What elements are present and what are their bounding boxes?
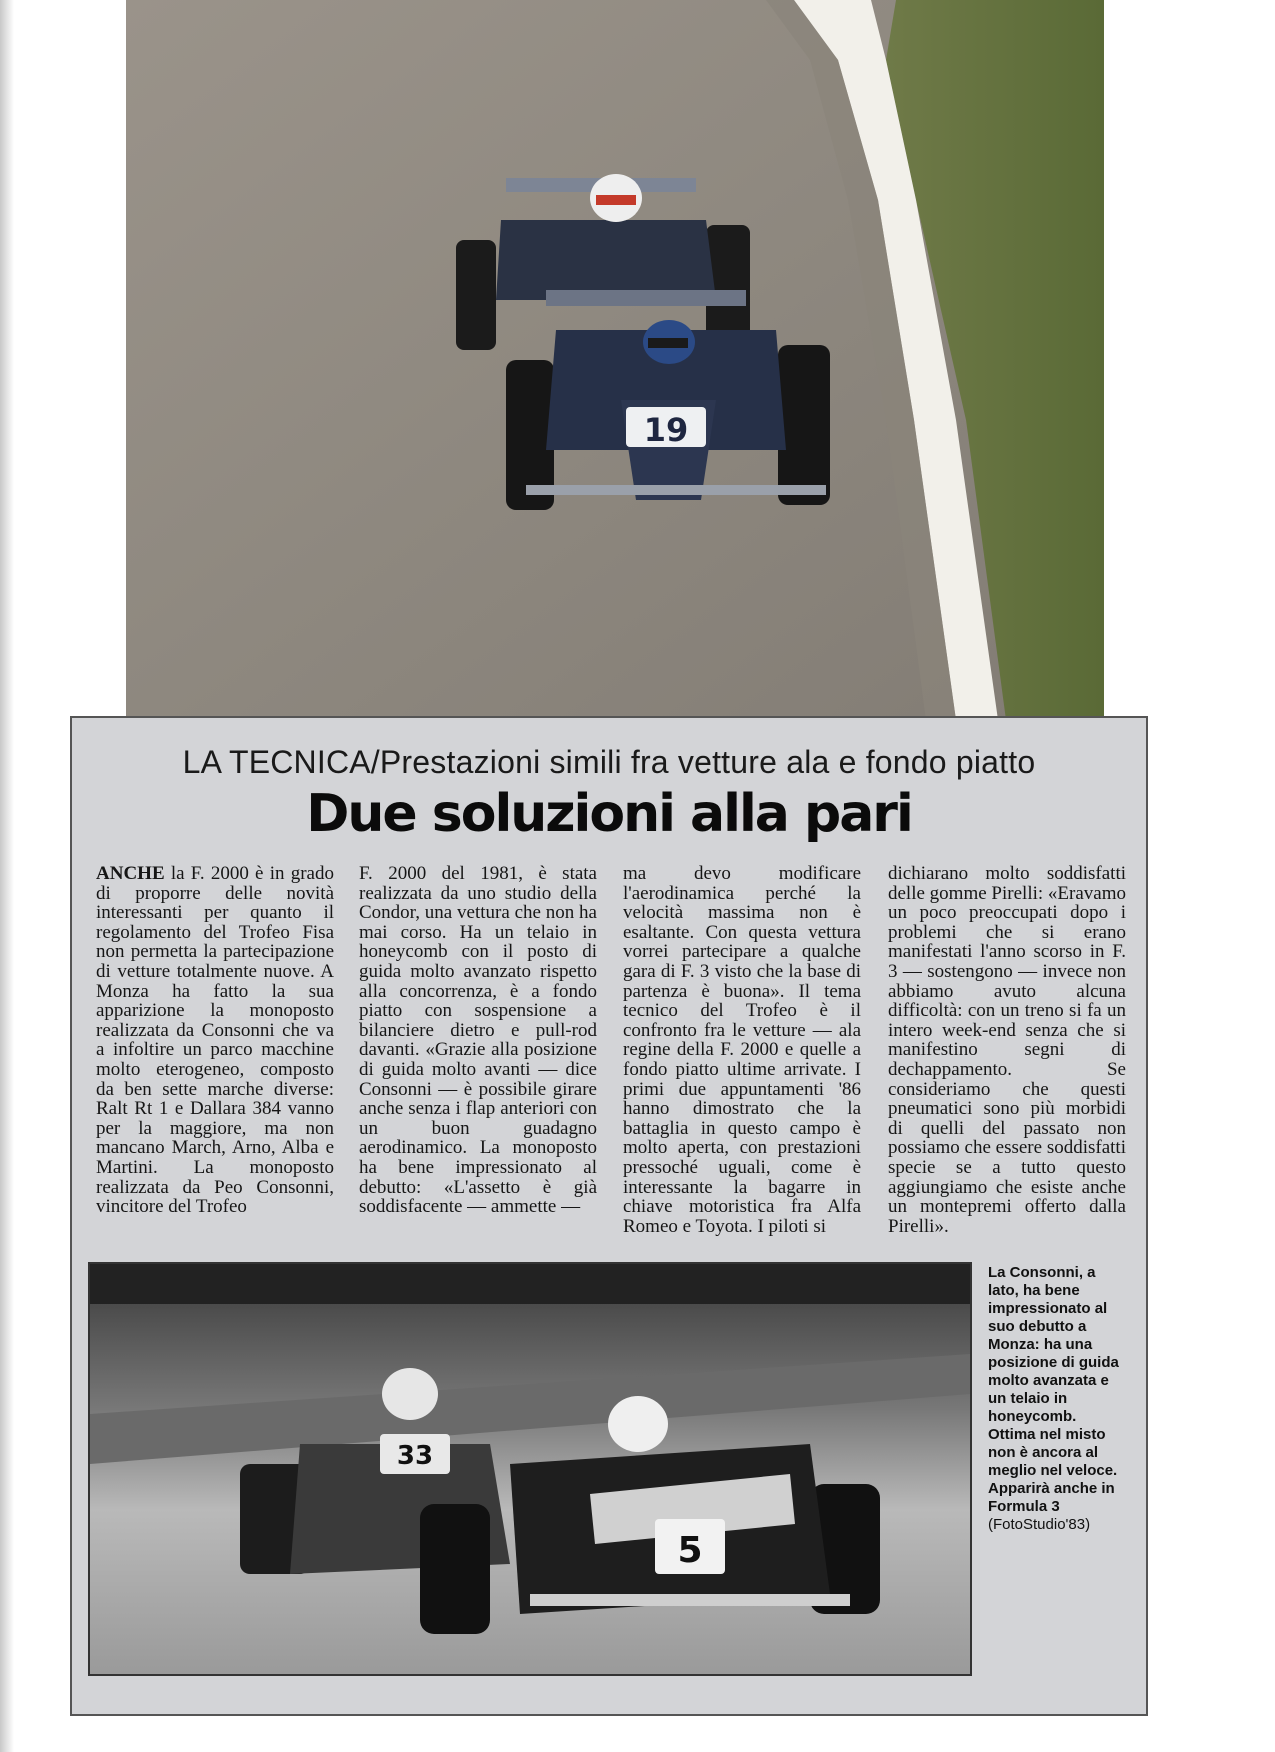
drop-lead-word: ANCHE <box>96 863 165 884</box>
column-1-text: la F. 2000 è in grado di proporre delle novità interessanti per quanto il regolamento del Trofeo Fisa non permetta la partecipazione di vetture totalmente nuove. A Monza ha fatto la sua apparizione la monoposto realizzata da Consonni che va a infoltire un parco macchine molto eterogeneo, composto da ben sette marche diverse: Ralt Rt 1 e Dallara 384 vanno per la maggiore, ma non mancano March, Arno, Alba e Martini. La monoposto realizzata da Peo Consonni, vincitore del Trofeo <box>96 863 334 1218</box>
race-photo-bw <box>88 1262 972 1676</box>
article-headline: Due soluzioni alla pari <box>306 784 912 844</box>
article-column-4: dichiarano molto soddisfatti delle gomme Pirelli: «Eravamo un poco preoccupati dopo i problemi che si erano manifestati l'anno scorso in F. 3 — sostengono — invece non abbiamo avuto alcuna difficoltà: con un treno si fa un intero week-end senza che si manifestino segni di dechappamento. Se consideriamo che questi pneumatici sono più morbidi di quelli del passato non possiamo che essere soddisfatti specie se a tutto questo aggiungiamo che esiste anche un montepremi offerto dalla Pirelli». <box>888 863 1126 1237</box>
car-number-19: 19 <box>643 411 689 449</box>
race-photo-color <box>126 0 1104 720</box>
article-column-2: F. 2000 del 1981, è stata realizzata da uno studio della Condor, una vettura che non ha mai corso. Ha un telaio in honeycomb con il posto di guida molto avanzato rispetto alla concorrenza, è a fondo piatto con sospensione a bilanciere dietro e pull-rod davanti. «Grazie alla posizione di guida molto avanti — dice Consonni — è possibile girare anche senza i flap anteriori con un buon guadagno aerodinamico. La monoposto ha bene impressionato al debutto: «L'assetto è già soddisfacente — ammette — <box>359 863 597 1218</box>
article-body <box>96 864 1126 1244</box>
photo-credit: (FotoStudio'83) <box>988 1516 1091 1533</box>
car-number-33: 33 <box>396 1441 434 1471</box>
scan-edge-shadow <box>0 0 14 1752</box>
caption-text: La Consonni, a lato, ha bene impressionato al suo debutto a Monza: ha una posizione di guida molto avanzata e un telaio in honeycomb. Ottima nel misto non è ancora al meglio nel veloce. Apparirà anche in Formula 3 <box>988 1264 1119 1515</box>
article-column-3: ma devo modificare l'aerodinamica perché la velocità massima non è esaltante. Con questa vettura vorrei partecipare a qualche gara di F. 3 visto che la base di partenza è buona». Il tema tecnico del Trofeo è il confronto fra le vetture — ala regine della F. 2000 e quelle a fondo piatto ultime arrivate. I primi due appuntamenti '86 hanno dimostrato che la battaglia in questo campo è molto aperta, con prestazioni pressoché uguali, come è interessante la bagarre in chiave motoristica fra Alfa Romeo e Toyota. I piloti si <box>623 863 861 1237</box>
photo-caption <box>988 1264 1128 1534</box>
car-number-5: 5 <box>677 1530 703 1571</box>
article-kicker: LA TECNICA/Prestazioni simili fra vetture ala e fondo piatto <box>182 744 1036 780</box>
article-column-1 <box>96 864 334 1217</box>
article-panel <box>70 716 1148 1716</box>
